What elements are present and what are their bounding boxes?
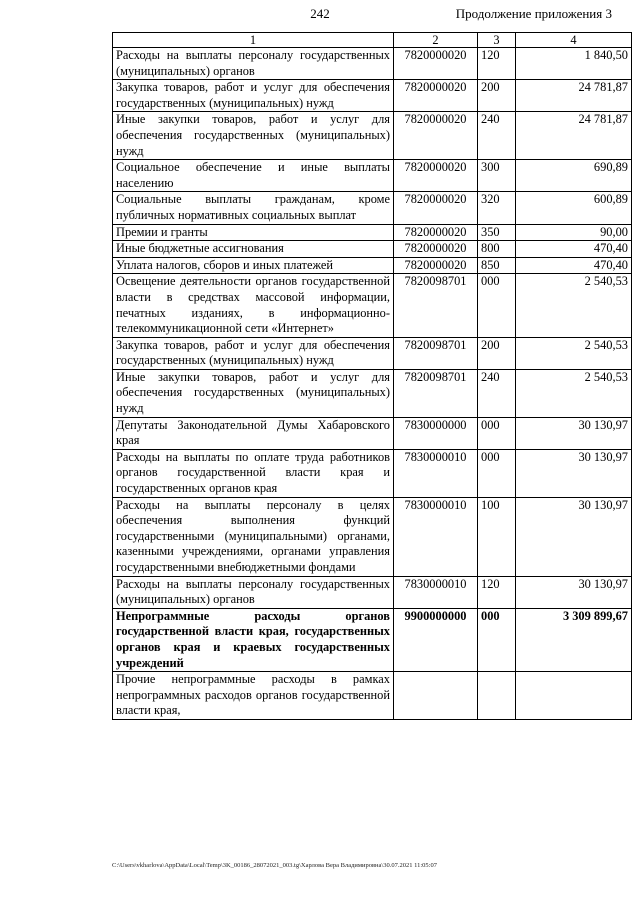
row-code: 7820000020 [394,257,478,274]
row-type: 240 [478,112,516,160]
row-type: 000 [478,608,516,671]
row-name: Социальное обеспечение и иные выплаты населению [113,160,394,192]
footer-file-path: C:\Users\vkharlova\AppData\Local\Temp\3K_00186_28072021_003.tg\Харлова Вера Владимировна\30.07.2021 11:05:07 [112,862,437,869]
row-code: 7830000010 [394,449,478,497]
row-name: Премии и гранты [113,224,394,241]
row-code: 7830000000 [394,417,478,449]
table-row [113,257,632,274]
column-header-name: 1 [113,33,394,48]
row-type: 000 [478,449,516,497]
table-row [113,224,632,241]
row-name: Уплата налогов, сборов и иных платежей [113,257,394,274]
row-amount: 2 540,53 [516,369,632,417]
table-row [113,608,632,671]
row-amount: 600,89 [516,192,632,224]
table-row [113,369,632,417]
row-name: Расходы на выплаты персоналу государственных (муниципальных) органов [113,48,394,80]
row-code: 7820098701 [394,274,478,337]
continuation-label: Продолжение приложения 3 [455,6,612,21]
column-header-type: 3 [478,33,516,48]
row-code: 7830000010 [394,497,478,576]
row-amount: 90,00 [516,224,632,241]
row-code: 7830000010 [394,576,478,608]
page-number: 242 [310,6,330,21]
row-amount: 1 840,50 [516,48,632,80]
row-amount: 2 540,53 [516,274,632,337]
row-amount: 24 781,87 [516,80,632,112]
row-type [478,672,516,720]
table-row [113,497,632,576]
table-row [113,112,632,160]
row-amount: 690,89 [516,160,632,192]
table-row [113,160,632,192]
row-code [394,672,478,720]
row-name: Закупка товаров, работ и услуг для обеспечения государственных (муниципальных) нужд [113,80,394,112]
row-name: Непрограммные расходы органов государственной власти края, государственных органов края и краевых государственных учреждений [113,608,394,671]
row-type: 800 [478,241,516,258]
row-code: 7820000020 [394,224,478,241]
table-row [113,449,632,497]
row-amount: 470,40 [516,241,632,258]
row-code: 9900000000 [394,608,478,671]
table-row [113,192,632,224]
row-name: Социальные выплаты гражданам, кроме публичных нормативных социальных выплат [113,192,394,224]
row-code: 7820000020 [394,80,478,112]
row-type: 100 [478,497,516,576]
row-type: 000 [478,274,516,337]
table-row [113,274,632,337]
row-code: 7820000020 [394,48,478,80]
row-amount: 3 309 899,67 [516,608,632,671]
table-header-row [113,33,632,48]
row-name: Закупка товаров, работ и услуг для обеспечения государственных (муниципальных) нужд [113,337,394,369]
row-code: 7820098701 [394,369,478,417]
row-name: Расходы на выплаты персоналу государственных (муниципальных) органов [113,576,394,608]
table-row [113,672,632,720]
row-code: 7820000020 [394,160,478,192]
row-type: 240 [478,369,516,417]
row-type: 200 [478,80,516,112]
row-amount: 30 130,97 [516,497,632,576]
row-name: Освещение деятельности органов государственной власти в средствах массовой информации, печатных изданиях, в информационно-телекоммуникационной сети «Интернет» [113,274,394,337]
table-row [113,80,632,112]
row-name: Иные бюджетные ассигнования [113,241,394,258]
row-code: 7820000020 [394,192,478,224]
column-header-code: 2 [394,33,478,48]
row-type: 320 [478,192,516,224]
row-type: 300 [478,160,516,192]
row-name: Расходы на выплаты персоналу в целях обеспечения выполнения функций государственными (муниципальными) органами, казенными учреждениями, органами управления государственными внебюджетными фондами [113,497,394,576]
row-amount: 24 781,87 [516,112,632,160]
row-type: 200 [478,337,516,369]
row-amount: 30 130,97 [516,449,632,497]
table-row [113,576,632,608]
row-code: 7820000020 [394,112,478,160]
row-amount: 30 130,97 [516,576,632,608]
row-name: Иные закупки товаров, работ и услуг для обеспечения государственных (муниципальных) нужд [113,112,394,160]
row-type: 000 [478,417,516,449]
row-amount: 470,40 [516,257,632,274]
row-code: 7820000020 [394,241,478,258]
budget-table [112,32,632,720]
row-type: 120 [478,48,516,80]
row-type: 850 [478,257,516,274]
row-type: 120 [478,576,516,608]
table-row [113,417,632,449]
table-body [113,48,632,720]
row-name: Иные закупки товаров, работ и услуг для обеспечения государственных (муниципальных) нужд [113,369,394,417]
row-type: 350 [478,224,516,241]
row-name: Расходы на выплаты по оплате труда работников органов государственной власти края и государственных органов края [113,449,394,497]
table-row [113,48,632,80]
table-row [113,241,632,258]
row-name: Депутаты Законодательной Думы Хабаровского края [113,417,394,449]
column-header-amount: 4 [516,33,632,48]
row-amount [516,672,632,720]
row-name: Прочие непрограммные расходы в рамках непрограммных расходов органов государственной власти края, [113,672,394,720]
row-amount: 2 540,53 [516,337,632,369]
row-code: 7820098701 [394,337,478,369]
row-amount: 30 130,97 [516,417,632,449]
table-row [113,337,632,369]
